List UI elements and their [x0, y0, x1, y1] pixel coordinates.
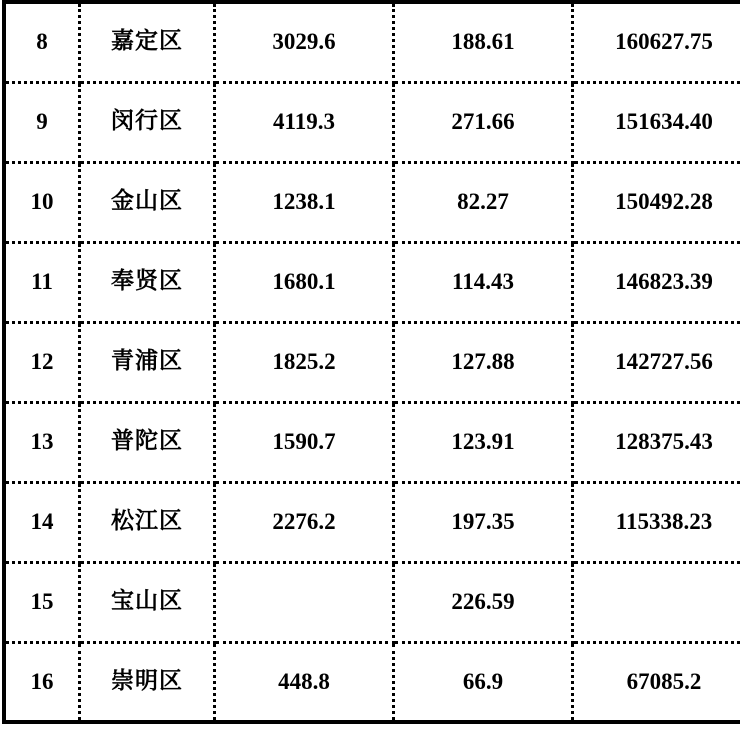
- cell-rank: 15: [4, 562, 80, 642]
- cell-district: 青浦区: [80, 322, 215, 402]
- cell-value1: 1590.7: [215, 402, 394, 482]
- cell-value3: 150492.28: [573, 162, 740, 242]
- cell-value3: 128375.43: [573, 402, 740, 482]
- cell-value1: 2276.2: [215, 482, 394, 562]
- cell-rank: 16: [4, 642, 80, 722]
- table-row: [4, 322, 740, 402]
- table-row: [4, 82, 740, 162]
- cell-district: 松江区: [80, 482, 215, 562]
- cell-district: 崇明区: [80, 642, 215, 722]
- cell-value2: 82.27: [394, 162, 573, 242]
- cell-district: 金山区: [80, 162, 215, 242]
- cell-value1: [215, 562, 394, 642]
- cell-district: 奉贤区: [80, 242, 215, 322]
- cell-district: 嘉定区: [80, 2, 215, 82]
- cell-rank: 10: [4, 162, 80, 242]
- cell-value1: 1680.1: [215, 242, 394, 322]
- cell-district: 宝山区: [80, 562, 215, 642]
- cell-rank: 13: [4, 402, 80, 482]
- cell-value1: 3029.6: [215, 2, 394, 82]
- cell-value2: 66.9: [394, 642, 573, 722]
- cell-rank: 11: [4, 242, 80, 322]
- cell-value2: 197.35: [394, 482, 573, 562]
- table-row: [4, 402, 740, 482]
- table-row: [4, 562, 740, 642]
- cell-rank: 12: [4, 322, 80, 402]
- data-table: [2, 0, 740, 724]
- cell-value1: 1238.1: [215, 162, 394, 242]
- table-row: [4, 2, 740, 82]
- cell-value3: 146823.39: [573, 242, 740, 322]
- cell-value1: 4119.3: [215, 82, 394, 162]
- table-row: [4, 162, 740, 242]
- table-body: [4, 2, 740, 722]
- cell-value3: [573, 562, 740, 642]
- cell-value2: 226.59: [394, 562, 573, 642]
- cell-value3: 151634.40: [573, 82, 740, 162]
- cell-value2: 271.66: [394, 82, 573, 162]
- cell-value3: 67085.2: [626, 668, 702, 694]
- cell-value2: 123.91: [394, 402, 573, 482]
- cell-rank: 9: [4, 82, 80, 162]
- table-row: [4, 482, 740, 562]
- cell-value3: 160627.75: [573, 2, 740, 82]
- cell-value3: 115338.23: [573, 482, 740, 562]
- cell-value3: 142727.56: [573, 322, 740, 402]
- cell-value2: 114.43: [394, 242, 573, 322]
- table-row: [4, 242, 740, 322]
- cell-value1: 1825.2: [215, 322, 394, 402]
- cell-value2: 127.88: [394, 322, 573, 402]
- cell-rank: 14: [4, 482, 80, 562]
- cell-value2: 188.61: [394, 2, 573, 82]
- table-row: [4, 642, 740, 722]
- cell-district: 闵行区: [80, 82, 215, 162]
- cell-value1: 448.8: [215, 642, 394, 722]
- cell-rank: 8: [4, 2, 80, 82]
- cell-district: 普陀区: [80, 402, 215, 482]
